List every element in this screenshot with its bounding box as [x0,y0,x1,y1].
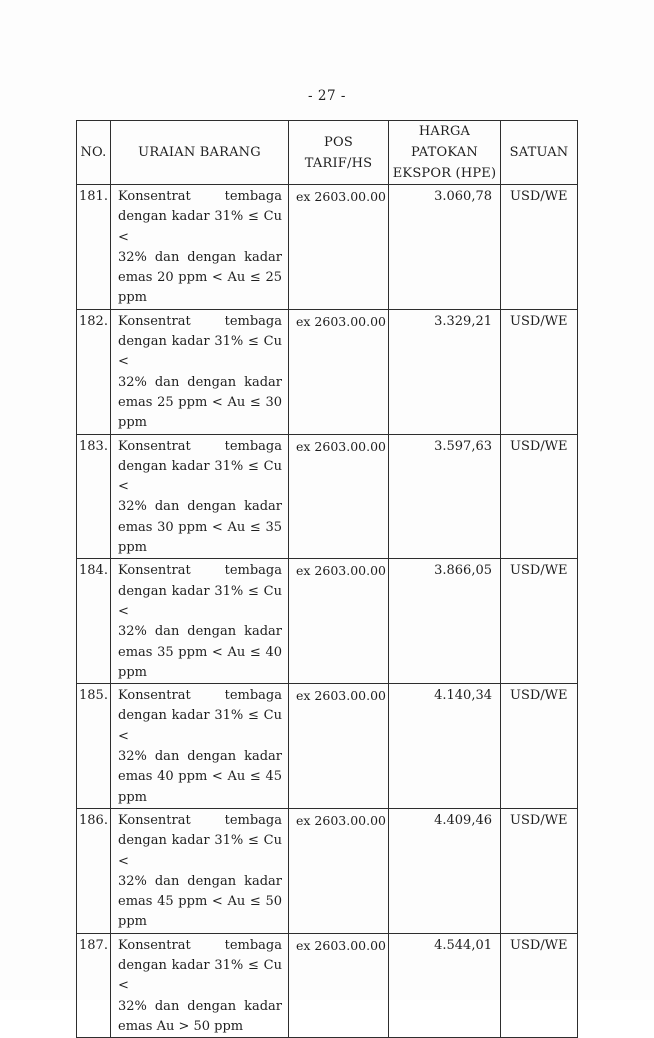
unit: USD/WE [501,309,578,434]
description-line: Konsentrat tembaga [118,812,282,828]
table-row [77,808,578,933]
unit: USD/WE [501,434,578,559]
description-line: Konsentrat tembaga [118,937,282,953]
benchmark-price: 3.060,78 [389,185,501,310]
description-line: emas 45 ppm < Au ≤ 50 [118,894,282,910]
description-line: 32% dan dengan kadar [118,998,282,1014]
description-line: Konsentrat tembaga [118,313,282,329]
benchmark-price: 3.329,21 [389,309,501,434]
row-number: 181. [77,185,111,310]
table-row [77,434,578,559]
description-line: ppm [118,540,147,556]
table-row [77,559,578,684]
row-number: 184. [77,559,111,684]
header-line: HARGA [418,124,471,139]
description-line: emas 40 ppm < Au ≤ 45 [118,769,282,785]
description-line: 32% dan dengan kadar [118,499,282,515]
table-body [77,185,578,1038]
description-line: emas 35 ppm < Au ≤ 40 [118,644,282,660]
item-description [111,185,289,310]
description-line: emas Au > 50 ppm [118,1018,244,1034]
hs-tariff-code: ex 2603.00.00 [289,309,389,434]
description-line: Konsentrat tembaga [118,189,282,204]
benchmark-price: 4.544,01 [389,933,501,1037]
unit: USD/WE [501,933,578,1037]
benchmark-price: 4.409,46 [389,808,501,933]
item-description [111,684,289,809]
header-hpe [389,121,501,185]
hs-tariff-code: ex 2603.00.00 [289,559,389,684]
description-line: 32% dan dengan kadar [118,624,282,640]
description-line: dengan kadar 31% ≤ Cu < [118,334,282,370]
header-line: POS [324,134,353,150]
description-line: dengan kadar 31% ≤ Cu < [118,583,282,619]
description-line: ppm [118,664,147,680]
unit: USD/WE [501,185,578,310]
header-satuan: SATUAN [501,121,578,185]
table-row [77,933,578,1037]
description-line: emas 20 ppm < Au ≤ 25 [118,270,282,286]
benchmark-price: 3.597,63 [389,434,501,559]
page-number: - 27 - [308,88,346,104]
header-uraian-barang: URAIAN BARANG [111,121,289,185]
header-pos-tarif [289,121,389,185]
benchmark-price: 3.866,05 [389,559,501,684]
description-line: Konsentrat tembaga [118,438,282,454]
description-line: emas 30 ppm < Au ≤ 35 [118,519,282,535]
table-row [77,684,578,809]
unit: USD/WE [501,808,578,933]
hs-tariff-code: ex 2603.00.00 [289,185,389,310]
description-line: ppm [118,290,147,306]
header-line: EKSPOR (HPE) [392,166,497,181]
description-line: dengan kadar 31% ≤ Cu < [118,209,282,245]
benchmark-price: 4.140,34 [389,684,501,809]
hs-tariff-code: ex 2603.00.00 [289,933,389,1037]
description-line: ppm [118,789,147,805]
header-no: NO. [77,121,111,185]
unit: USD/WE [501,559,578,684]
header-line: PATOKAN [411,145,478,160]
item-description [111,434,289,559]
hs-tariff-code: ex 2603.00.00 [289,434,389,559]
description-line: emas 25 ppm < Au ≤ 30 [118,394,282,410]
description-line: Konsentrat tembaga [118,688,282,704]
row-number: 182. [77,309,111,434]
description-line: dengan kadar 31% ≤ Cu < [118,458,282,495]
description-line: 32% dan dengan kadar [118,749,282,765]
item-description [111,808,289,933]
description-line: Konsentrat tembaga [118,563,282,579]
description-line: 32% dan dengan kadar [118,873,282,889]
export-price-table [76,120,578,1038]
table-header-row [77,121,578,185]
unit: USD/WE [501,684,578,809]
row-number: 186. [77,808,111,933]
description-line: dengan kadar 31% ≤ Cu < [118,833,282,869]
description-line: ppm [118,914,147,930]
hs-tariff-code: ex 2603.00.00 [289,808,389,933]
item-description [111,309,289,434]
row-number: 183. [77,434,111,559]
item-description [111,933,289,1037]
header-line: TARIF/HS [304,155,373,171]
hs-tariff-code: ex 2603.00.00 [289,684,389,809]
row-number: 187. [77,933,111,1037]
description-line: ppm [118,415,147,431]
row-number: 185. [77,684,111,809]
description-line: 32% dan dengan kadar [118,249,282,265]
description-line: dengan kadar 31% ≤ Cu < [118,708,282,744]
item-description [111,559,289,684]
table-row [77,185,578,310]
description-line: 32% dan dengan kadar [118,374,282,390]
description-line: dengan kadar 31% ≤ Cu < [118,957,282,994]
table-row [77,309,578,434]
